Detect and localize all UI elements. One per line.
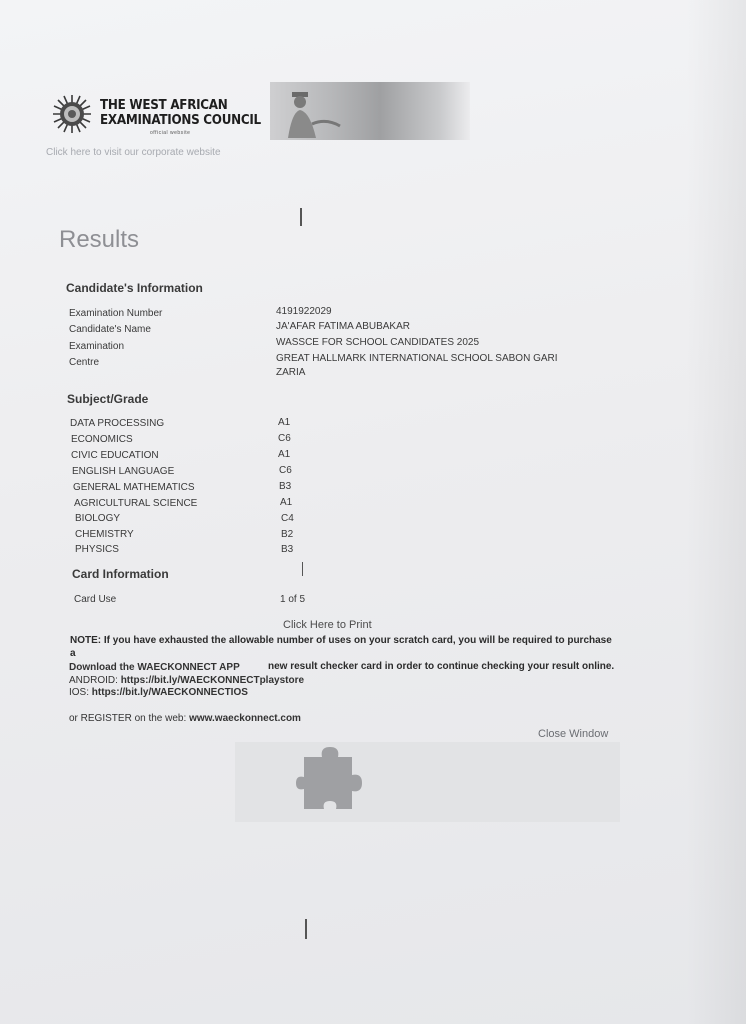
subject-name: ENGLISH LANGUAGE — [72, 466, 175, 477]
candidate-name-value: JA'AFAR FATIMA ABUBAKAR — [276, 321, 410, 332]
examination-label: Examination — [69, 341, 125, 352]
graduate-figure-image — [282, 88, 342, 138]
centre-label: Centre — [69, 357, 100, 368]
exam-number-value: 4191922029 — [276, 306, 332, 317]
subject-name: CHEMISTRY — [75, 529, 134, 540]
register-row — [69, 713, 301, 725]
examination-value: WASSCE FOR SCHOOL CANDIDATES 2025 — [276, 337, 480, 348]
subject-name: GENERAL MATHEMATICS — [73, 482, 195, 493]
register-link[interactable]: www.waeckonnect.com — [189, 713, 301, 724]
org-name-line2: EXAMINATIONS COUNCIL — [100, 113, 261, 128]
subject-grade: A1 — [278, 417, 291, 428]
subject-grade: A1 — [278, 449, 291, 460]
subject-name: AGRICULTURAL SCIENCE — [74, 498, 198, 509]
subject-grade: A1 — [280, 497, 293, 508]
page-header — [50, 82, 470, 142]
ios-link-row — [69, 687, 248, 699]
organization-name[interactable] — [100, 98, 261, 128]
android-label: ANDROID: — [69, 675, 118, 686]
candidate-name-label: Candidate's Name — [69, 324, 151, 335]
ios-label: IOS: — [69, 687, 90, 698]
subject-name: DATA PROCESSING — [70, 418, 165, 429]
org-tagline: official website — [150, 130, 191, 136]
subject-name: BIOLOGY — [75, 513, 121, 524]
print-link[interactable]: Click Here to Print — [283, 619, 372, 631]
scan-mark — [300, 208, 302, 226]
subject-grade: C6 — [278, 433, 291, 444]
note-line2: new result checker card in order to continue checking your result online. — [268, 661, 615, 672]
org-name-line1: THE WEST AFRICAN — [100, 98, 228, 113]
scan-mark — [305, 919, 307, 939]
corporate-website-link[interactable]: Click here to visit our corporate website — [46, 147, 221, 158]
app-download-heading: Download the WAECKONNECT APP — [69, 662, 240, 673]
register-label: or REGISTER on the web: — [69, 713, 187, 724]
page-title: Results — [59, 226, 140, 253]
android-link-row — [69, 675, 304, 687]
close-window-link[interactable]: Close Window — [538, 728, 609, 740]
subject-grade-heading: Subject/Grade — [67, 392, 149, 406]
subject-name: ECONOMICS — [71, 434, 133, 445]
subject-name: PHYSICS — [75, 544, 119, 555]
subject-grade: C6 — [279, 465, 292, 476]
note-line1: If you have exhausted the allowable number of uses on your scratch card, you will be required to purchase a — [70, 635, 612, 659]
subject-name: CIVIC EDUCATION — [71, 450, 159, 461]
centre-value-line2: ZARIA — [276, 367, 306, 378]
scan-mark — [302, 562, 303, 576]
subject-grade: C4 — [281, 513, 294, 524]
card-use-label: Card Use — [74, 594, 117, 605]
card-info-heading: Card Information — [72, 567, 169, 581]
exam-number-label: Examination Number — [69, 308, 163, 319]
waec-seal-icon[interactable] — [52, 94, 92, 134]
card-use-value: 1 of 5 — [280, 594, 306, 605]
paper-shadow — [686, 0, 746, 1024]
android-link[interactable]: https://bit.ly/WAECKONNECTplaystore — [120, 675, 305, 686]
subject-grade: B3 — [279, 481, 292, 492]
centre-value: GREAT HALLMARK INTERNATIONAL SCHOOL SABON GARI — [276, 353, 558, 364]
candidate-info-heading: Candidate's Information — [66, 281, 203, 295]
note-tag: NOTE: — [70, 635, 102, 646]
subject-grade: B2 — [281, 529, 294, 540]
ios-link[interactable]: https://bit.ly/WAECKONNECTIOS — [91, 687, 248, 698]
missing-plugin-area — [235, 742, 620, 822]
puzzle-piece-icon[interactable] — [296, 745, 368, 815]
subject-grade: B3 — [281, 544, 294, 555]
